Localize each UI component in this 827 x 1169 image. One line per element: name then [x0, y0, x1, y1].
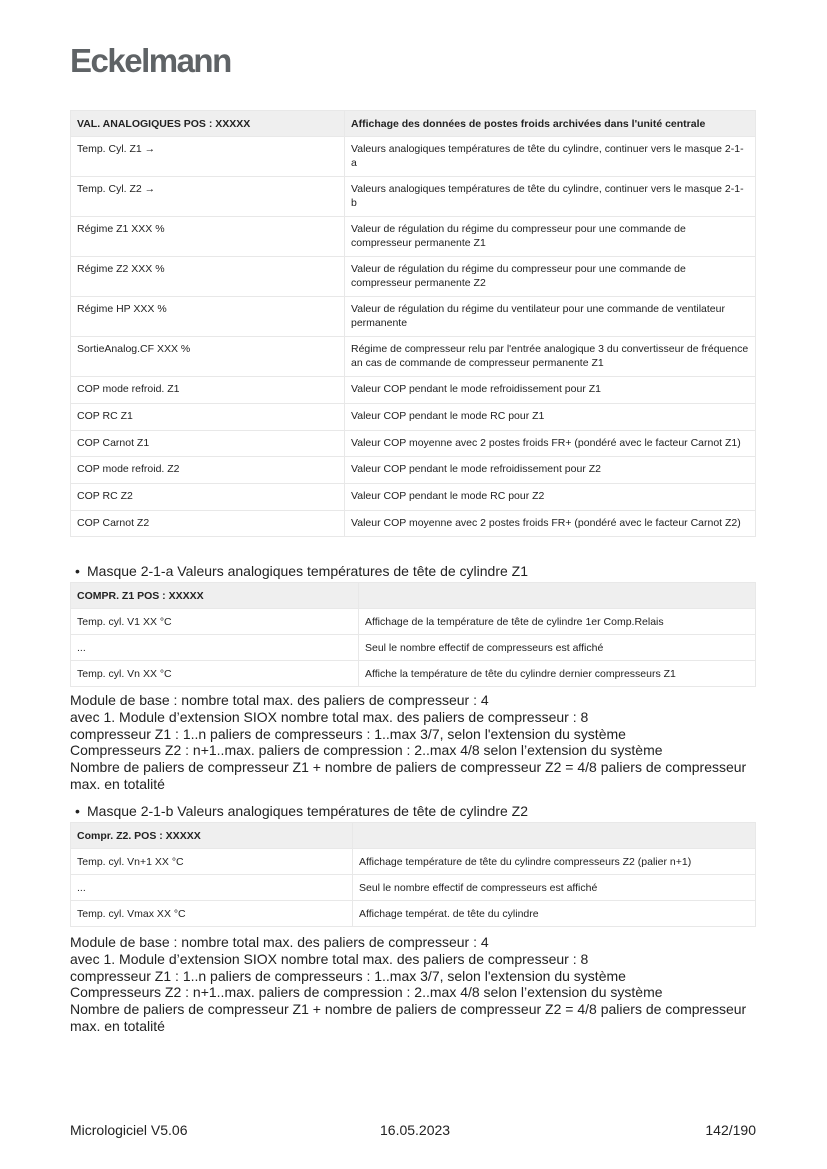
- parameter-cell: COP mode refroid. Z1: [71, 377, 345, 404]
- description-cell: Valeurs analogiques températures de tête du cylindre, continuer vers le masque 2-1-b: [345, 177, 756, 217]
- table-row: [71, 609, 756, 635]
- table-row: [71, 337, 756, 377]
- description-cell: Régime de compresseur relu par l'entrée analogique 3 du convertisseur de fréquence an cas de commande de compresseur permanente Z1: [345, 337, 756, 377]
- table-row: [71, 137, 756, 177]
- section-b-notes: [70, 934, 760, 1035]
- note-line: Module de base : nombre total max. des paliers de compresseur : 4: [70, 692, 489, 708]
- table-row: [71, 297, 756, 337]
- column-header: Affichage des données de postes froids archivées dans l'unité centrale: [345, 111, 756, 137]
- section-b-heading: [75, 803, 528, 819]
- footer-page-number: 142/190: [705, 1122, 756, 1138]
- note-line: Compresseurs Z2 : n+1..max. paliers de compression : 2..max 4/8 selon l’extension du système: [70, 984, 663, 1001]
- description-cell: Affichage température de tête du cylindre compresseurs Z2 (palier n+1): [353, 849, 756, 875]
- parameter-cell: Temp. cyl. Vn XX °C: [71, 661, 359, 687]
- description-cell: Valeur COP pendant le mode refroidissement pour Z2: [345, 457, 756, 484]
- description-cell: Valeur COP pendant le mode RC pour Z2: [345, 484, 756, 511]
- parameter-cell: COP Carnot Z2: [71, 511, 345, 537]
- table-row: [71, 875, 756, 901]
- parameter-cell: Temp. cyl. Vn+1 XX °C: [71, 849, 353, 875]
- note-line: Nombre de paliers de compresseur Z1 + nombre de paliers de compresseur Z2 = 4/8 paliers de compresseur max. en totalité: [70, 1001, 751, 1034]
- description-cell: Valeur COP moyenne avec 2 postes froids FR+ (pondéré avec le facteur Carnot Z2): [345, 511, 756, 537]
- column-header: COMPR. Z1 POS : XXXXX: [71, 583, 359, 609]
- table-row: [71, 849, 756, 875]
- table-row: [71, 635, 756, 661]
- note-line: Compresseurs Z2 : n+1..max. paliers de compression : 2..max 4/8 selon l’extension du système: [70, 742, 663, 759]
- table-row: [71, 457, 756, 484]
- table-row: [71, 377, 756, 404]
- table-row: [71, 217, 756, 257]
- note-line: Module de base : nombre total max. des paliers de compresseur : 4: [70, 934, 489, 950]
- parameter-cell: SortieAnalog.CF XXX %: [71, 337, 345, 377]
- note-line: compresseur Z1 : 1..n paliers de compresseurs : 1..max 3/7, selon l'extension du système: [70, 725, 626, 742]
- section-a-notes: [70, 692, 760, 793]
- description-cell: Seul le nombre effectif de compresseurs est affiché: [353, 875, 756, 901]
- description-cell: Seul le nombre effectif de compresseurs est affiché: [359, 635, 756, 661]
- description-cell: Affichage de la température de tête de cylindre 1er Comp.Relais: [359, 609, 756, 635]
- note-line: Nombre de paliers de compresseur Z1 + nombre de paliers de compresseur Z2 = 4/8 paliers de compresseur max. en totalité: [70, 759, 751, 792]
- parameter-cell: Temp. cyl. V1 XX °C: [71, 609, 359, 635]
- parameter-cell: Régime HP XXX %: [71, 297, 345, 337]
- note-line: compresseur Z1 : 1..n paliers de compresseurs : 1..max 3/7, selon l'extension du système: [70, 967, 626, 984]
- bullet-icon: •: [75, 803, 80, 819]
- note-line: avec 1. Module d’extension SIOX nombre total max. des paliers de compresseur : 8: [70, 950, 589, 967]
- table-row: [71, 257, 756, 297]
- table-header-row: [71, 823, 756, 849]
- column-header: [353, 823, 756, 849]
- section-b-title: Masque 2-1-b Valeurs analogiques températures de tête de cylindre Z2: [87, 803, 528, 819]
- description-cell: Valeur de régulation du régime du compresseur pour une commande de compresseur permanente Z2: [345, 257, 756, 297]
- column-header: VAL. ANALOGIQUES POS : XXXXX: [71, 111, 345, 137]
- parameter-cell: Régime Z2 XXX %: [71, 257, 345, 297]
- column-header: [359, 583, 756, 609]
- mask-2-1-b-table: [70, 822, 756, 927]
- table-header-row: [71, 583, 756, 609]
- description-cell: Affiche la température de tête du cylindre dernier compresseurs Z1: [359, 661, 756, 687]
- table-row: [71, 404, 756, 431]
- parameter-cell: Temp. cyl. Vmax XX °C: [71, 901, 353, 927]
- table-header-row: [71, 111, 756, 137]
- description-cell: Valeur COP pendant le mode RC pour Z1: [345, 404, 756, 431]
- note-line: avec 1. Module d’extension SIOX nombre total max. des paliers de compresseur : 8: [70, 708, 589, 725]
- parameter-cell: Temp. Cyl. Z1 →: [71, 137, 345, 177]
- table-row: [71, 511, 756, 537]
- description-cell: Valeur COP moyenne avec 2 postes froids FR+ (pondéré avec le facteur Carnot Z1): [345, 431, 756, 457]
- section-a-heading: [75, 563, 528, 579]
- footer-date: 16.05.2023: [380, 1122, 451, 1138]
- table-row: [71, 901, 756, 927]
- brand-logo: Eckelmann: [70, 42, 231, 79]
- parameter-cell: ...: [71, 635, 359, 661]
- analog-values-table: [70, 110, 756, 537]
- parameter-cell: Temp. Cyl. Z2 →: [71, 177, 345, 217]
- parameter-cell: Régime Z1 XXX %: [71, 217, 345, 257]
- table-row: [71, 661, 756, 687]
- parameter-cell: ...: [71, 875, 353, 901]
- description-cell: Valeur COP pendant le mode refroidissement pour Z1: [345, 377, 756, 404]
- parameter-cell: COP mode refroid. Z2: [71, 457, 345, 484]
- description-cell: Valeur de régulation du régime du compresseur pour une commande de compresseur permanente Z1: [345, 217, 756, 257]
- parameter-cell: COP RC Z1: [71, 404, 345, 431]
- parameter-cell: COP Carnot Z1: [71, 431, 345, 457]
- parameter-cell: COP RC Z2: [71, 484, 345, 511]
- table-row: [71, 431, 756, 457]
- section-a-title: Masque 2-1-a Valeurs analogiques températures de tête de cylindre Z1: [87, 563, 528, 579]
- description-cell: Affichage températ. de tête du cylindre: [353, 901, 756, 927]
- description-cell: Valeur de régulation du régime du ventilateur pour une commande de ventilateur permanente: [345, 297, 756, 337]
- mask-2-1-a-table: [70, 582, 756, 687]
- table-row: [71, 484, 756, 511]
- bullet-icon: •: [75, 563, 80, 579]
- column-header: Compr. Z2. POS : XXXXX: [71, 823, 353, 849]
- description-cell: Valeurs analogiques températures de tête du cylindre, continuer vers le masque 2-1-a: [345, 137, 756, 177]
- table-row: [71, 177, 756, 217]
- footer-firmware-version: Micrologiciel V5.06: [70, 1122, 188, 1138]
